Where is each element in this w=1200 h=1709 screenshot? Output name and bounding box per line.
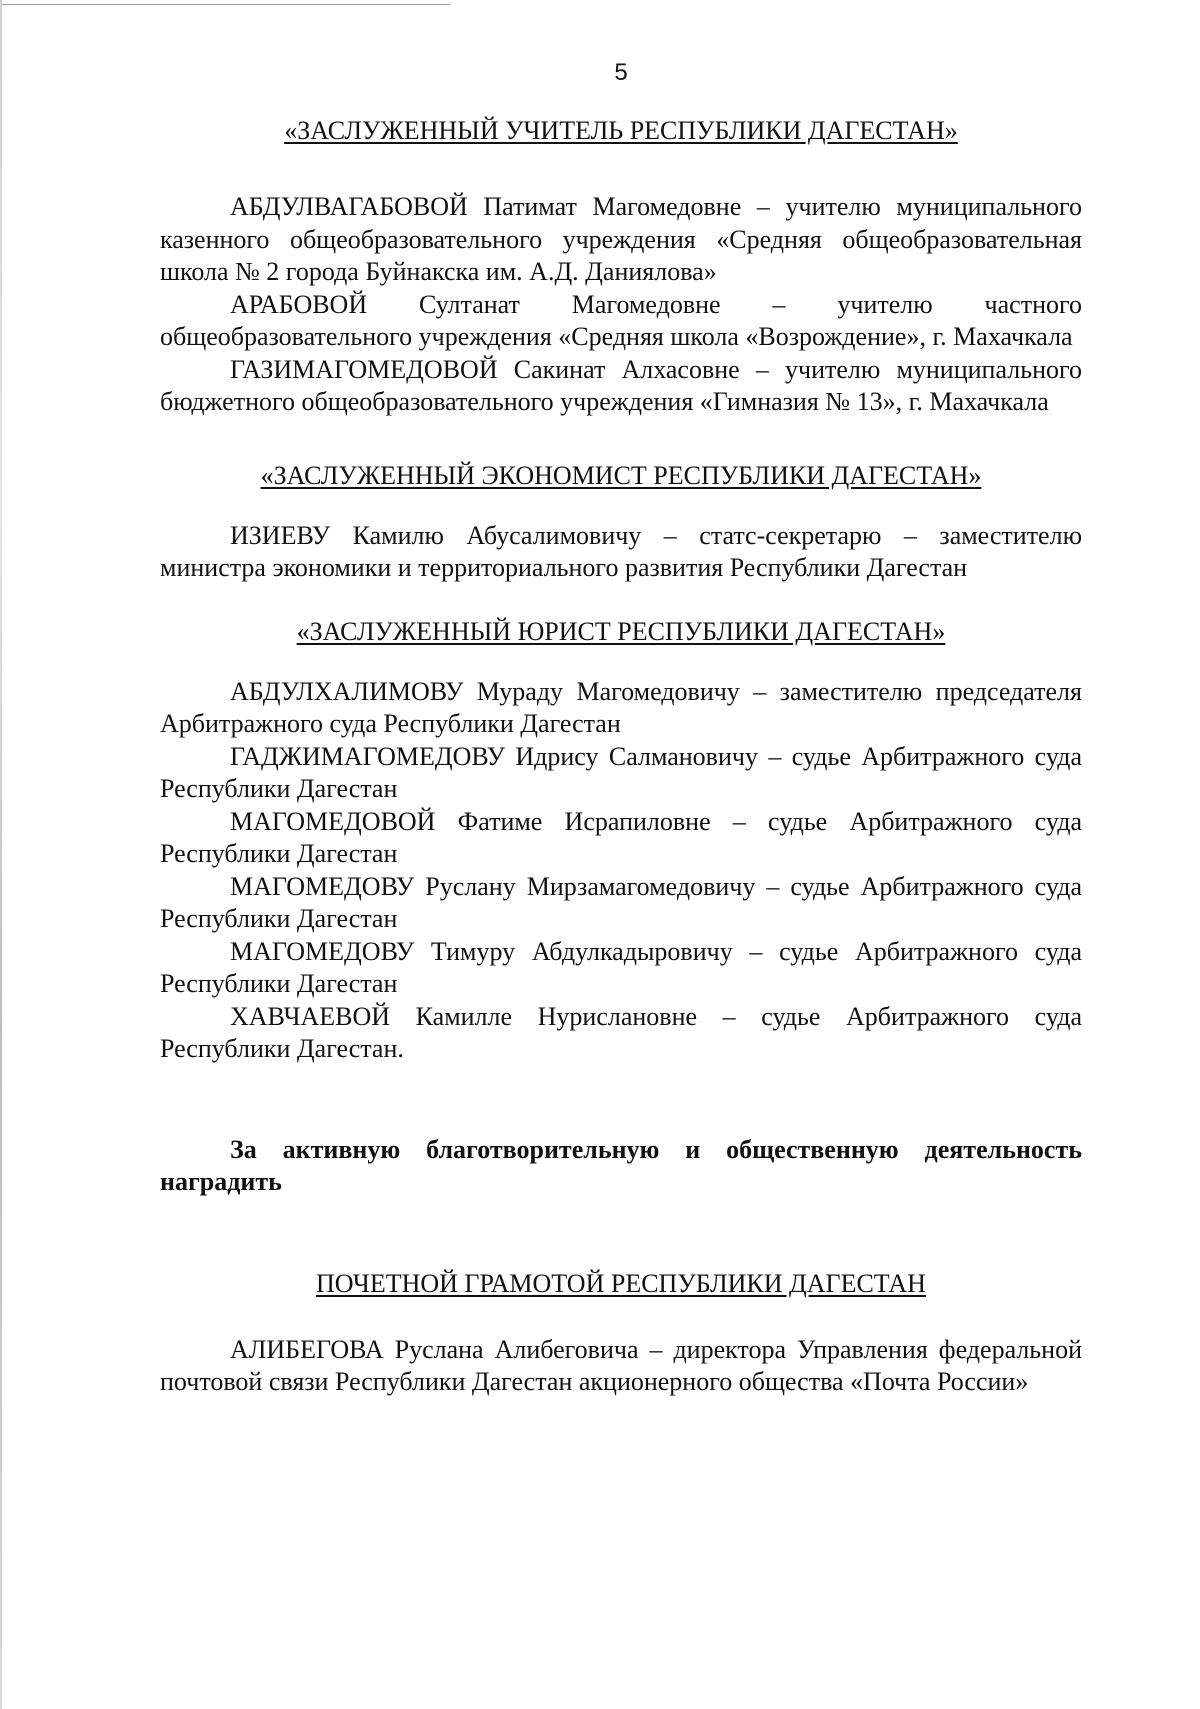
scan-edge-top	[0, 4, 450, 5]
award-statement: За активную благотворительную и общественную деятельность наградить	[160, 1134, 1082, 1196]
award-entry: ИЗИЕВУ Камилю Абусалимовичу – статс-секретарю – заместителю министра экономики и территориального развития Республики Дагестан	[160, 520, 1082, 582]
scan-edge-left	[0, 0, 2, 1709]
section-heading: «ЗАСЛУЖЕННЫЙ ЮРИСТ РЕСПУБЛИКИ ДАГЕСТАН»	[296, 616, 946, 646]
award-entry: ГАЗИМАГОМЕДОВОЙ Сакинат Алхасовне – учителю муниципального бюджетного общеобразовательного учреждения «Гимназия № 13», г. Махачкала	[160, 354, 1082, 416]
section-heading: «ЗАСЛУЖЕННЫЙ УЧИТЕЛЬ РЕСПУБЛИКИ ДАГЕСТАН»	[284, 116, 958, 145]
page-number: 5	[614, 59, 628, 86]
document-page	[160, 58, 1082, 1399]
award-entry: АБДУЛХАЛИМОВУ Мураду Магомедовичу – заместителю председателя Арбитражного суда Республики Дагестан	[160, 676, 1082, 738]
award-entry: ГАДЖИМАГОМЕДОВУ Идрису Салмановичу – судье Арбитражного суда Республики Дагестан	[160, 741, 1082, 803]
award-entry: ХАВЧАЕВОЙ Камилле Нурислановне – судье Арбитражного суда Республики Дагестан.	[160, 1001, 1082, 1063]
award-entry: АРАБОВОЙ Султанат Магомедовне – учителю частного общеобразовательного учреждения «Средняя школа «Возрождение», г. Махачкала	[160, 289, 1082, 351]
award-entry: АЛИБЕГОВА Руслана Алибеговича – директора Управления федеральной почтовой связи Республики Дагестан акционерного общества «Почта России»	[160, 1334, 1082, 1396]
section-honored-lawyer	[160, 615, 1082, 1066]
section-honored-teacher	[160, 114, 1082, 419]
award-entry: АБДУЛВАГАБОВОЙ Патимат Магомедовне – учителю муниципального казенного общеобразовательного учреждения «Средняя общеобразовательная школа № 2 города Буйнакска им. А.Д. Даниялова»	[160, 192, 1082, 286]
section-honored-economist	[160, 459, 1082, 585]
award-entry: МАГОМЕДОВУ Тимуру Абдулкадыровичу – судье Арбитражного суда Республики Дагестан	[160, 936, 1082, 998]
section-heading: ПОЧЕТНОЙ ГРАМОТОЙ РЕСПУБЛИКИ ДАГЕСТАН	[316, 1268, 926, 1298]
section-certificate-of-honor	[160, 1267, 1082, 1399]
award-entry: МАГОМЕДОВОЙ Фатиме Исрапиловне – судье Арбитражного суда Республики Дагестан	[160, 806, 1082, 868]
award-entry: МАГОМЕДОВУ Руслану Мирзамагомедовичу – судье Арбитражного суда Республики Дагестан	[160, 871, 1082, 933]
section-heading: «ЗАСЛУЖЕННЫЙ ЭКОНОМИСТ РЕСПУБЛИКИ ДАГЕСТАН»	[260, 460, 982, 490]
